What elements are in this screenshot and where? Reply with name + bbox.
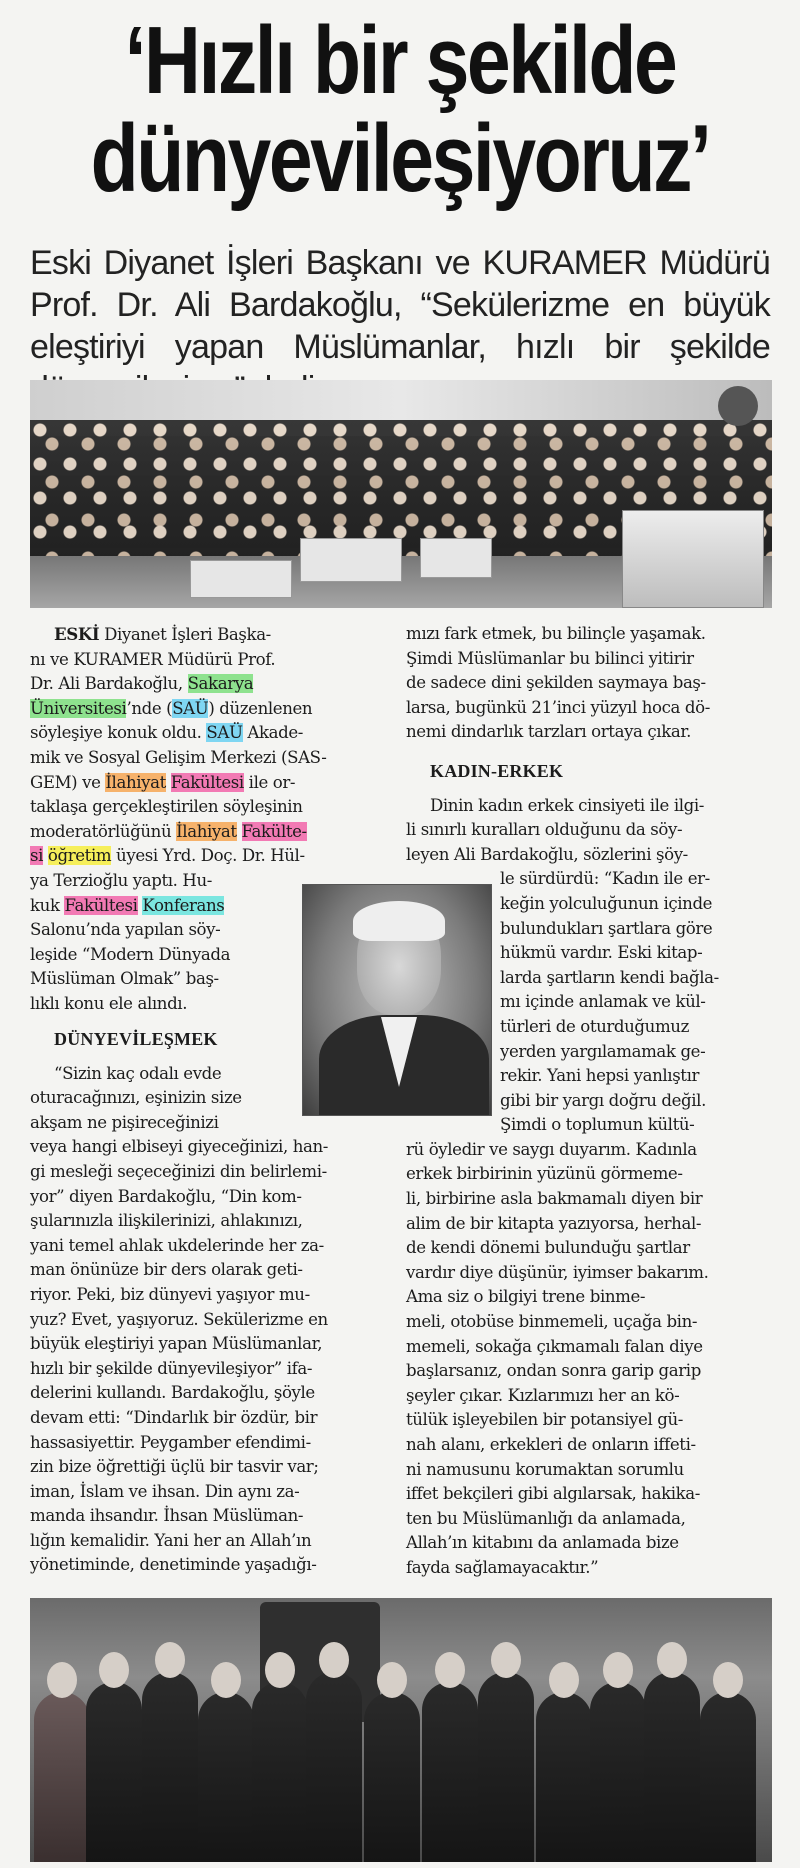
- stage-table: [300, 538, 402, 582]
- text-run: ’nde (: [126, 698, 173, 718]
- audience-photo: [30, 380, 772, 608]
- highlighted-term: Sakarya Üniversitesi: [30, 674, 254, 718]
- deck-summary: Eski Diyanet İşleri Başkanı ve KURAMER Müdürü Prof. Dr. Ali Bardakoğlu, “Sekülerizme en büyük eleştiriyi yapan Müslümanlar, hızlı bir şekilde: [30, 244, 770, 366]
- highlighted-term: İlahiyat: [176, 821, 237, 841]
- group-person: [34, 1692, 90, 1862]
- right-narrow-paragraph: le sürdürdü: “Kadın ile er- keğin yolculuğunun içinde bulundukları şartlara göre hükmü vardır. Eski kitap- larda şartların kendi bağla- mı içinde anlamak ve kül- türleri de oturduğumuz yerden yargılamamak ge- rekir. Yani hepsi yanlıştır gibi bir yargı doğru değil. Şimdi o toplumun kültü-: [500, 869, 719, 1135]
- group-person-face: [491, 1642, 521, 1678]
- subhead-dunyevilesmek: DÜNYEVİLEŞMEK: [54, 1029, 218, 1049]
- group-person: [478, 1672, 534, 1862]
- headline-line-1: ‘Hızlı bir şekilde: [124, 7, 676, 114]
- group-person-face: [603, 1652, 633, 1688]
- highlighted-term: ESKİ: [54, 624, 100, 644]
- group-person: [252, 1682, 308, 1862]
- group-person: [198, 1692, 254, 1862]
- group-person: [142, 1672, 198, 1862]
- text-run: [237, 822, 242, 841]
- right-mid-paragraph: Dinin kadın erkek cinsiyeti ile ilgi- li sınırlı kuralları olduğunu da söy- leyen Ali Bardakoğlu, sözlerini şöy-: [406, 795, 704, 864]
- group-person: [700, 1692, 756, 1862]
- group-person-face: [435, 1652, 465, 1688]
- right-top-paragraph: mızı fark etmek, bu bilinçle yaşamak. Şimdi Müslümanlar bu bilinci yitirir de sadece dini şekilden saymaya baş- larsa, bugünkü 21’inci yüzyıl hoca dö- nemi dindarlık tarzları ortaya çıkar.: [406, 624, 710, 742]
- text-run: Akade- mik ve Sosyal Gelişim Merkezi (SAS- GEM) ve: [30, 723, 327, 792]
- group-person-face: [155, 1642, 185, 1678]
- speaker-podium: [622, 510, 764, 608]
- group-person-face: [377, 1662, 407, 1698]
- highlighted-term: Fakülte- si: [30, 821, 307, 866]
- group-person-face: [211, 1662, 241, 1698]
- group-person: [644, 1672, 700, 1862]
- subhead-kadin-erkek: KADIN-ERKEK: [430, 760, 564, 781]
- group-person-face: [99, 1652, 129, 1688]
- group-person: [590, 1682, 646, 1862]
- portrait-hair: [353, 901, 445, 941]
- group-person-face: [549, 1662, 579, 1698]
- stage-table: [190, 560, 292, 598]
- speaker-portrait-photo: [302, 884, 492, 1116]
- group-person: [364, 1692, 420, 1862]
- university-logo-icon: [718, 386, 758, 426]
- highlighted-term: SAÜ: [172, 698, 209, 718]
- group-person-face: [265, 1652, 295, 1688]
- highlighted-term: öğretim: [47, 846, 112, 866]
- highlighted-term: Konferans: [142, 895, 225, 915]
- headline-line-2: dünyevileşiyoruz’: [90, 105, 710, 212]
- text-run: ) düzenlenen söyleşiye konuk oldu.: [30, 698, 313, 743]
- highlighted-term: İlahiyat: [105, 772, 166, 792]
- group-person: [536, 1692, 592, 1862]
- text-run: Salonu’nda yapılan söy- leşide “Modern Dünyada Müslüman Olmak” baş- lıklı konu ele alındı.: [30, 920, 231, 1013]
- group-person-face: [713, 1662, 743, 1698]
- text-run: ile or- taklaşa gerçekleştirilen söyleşinin moderatörlüğünü: [30, 772, 303, 841]
- highlighted-term: Fakültesi: [170, 772, 244, 792]
- body-narrow-paragraph: “Sizin kaç odalı evde oturacağınızı, eşinizin size akşam ne pişireceğinizi: [30, 1063, 242, 1132]
- highlighted-term: SAÜ: [206, 723, 243, 743]
- stage-table: [420, 538, 492, 578]
- group-person: [86, 1682, 142, 1862]
- text-run: üyesi Yrd. Doç. Dr. Hül- ya Terzioğlu yaptı. Hu- kuk: [30, 846, 305, 915]
- group-person-face: [319, 1642, 349, 1678]
- text-run: Diyanet İşleri Başka- nı ve KURAMER Müdürü Prof. Dr. Ali Bardakoğlu,: [30, 625, 276, 694]
- body-paragraph: veya hangi elbiseyi giyeceğinizi, han- gi mesleği seçeceğinizi din belirlemi- yor” diyen Bardakoğlu, “Din kom- şularınızla ilişkilerinizi, ahlakınızı, yani temel ahlak ukdelerinde her za- man önünüze bir ders olarak geti- riyor. Peki, biz dünyevi yaşıyor mu- yuz? Evet, yaşıyoruz. Sekülerizme en büyük eleştiriyi yapan Müslümanlar, hızlı bir şekilde dünyevileşiyor” ifa- delerini kullandı. Bardakoğlu, şöyle devam etti: “Dindarlık bir özdür, bir hassasiyettir. Peygamber efendimi- zin bize öğrettiği üçlü bir tasvir var; iman, İslam ve ihsan. Din aynı za- manda ihsandır. İhsan Müslüman- lığın kemalidir. Yani her an Allah’ın yönetiminde, denetiminde yaşadığı-: [30, 1137, 328, 1575]
- right-bottom-paragraph: rü öyledir ve saygı duyarım. Kadınla erkek birbirinin yüzünü görmeme- li, birbirine asla bakmamalı diyen bir alim de bir kitapta yazıyorsa, herhal- de kendi dönemi bulunduğu şartlar vardır diye düşünür, iyimser bakarım. Ama siz o bilgiyi trene binme- meli, otobüse binmemeli, uçağa bin- memeli, sokağa çıkmamalı falan diye başlarsanız, ondan sonra garip garip şeyler çıkar. Kızlarımızı her an kö- tülük işleyebilen bir potansiyel gü- nah alanı, erkekleri de onların iffeti- ni namusunu korumaktan sorumlu iffet bekçileri gibi algılarsak, hakika- ten bu Müslümanlığı da anlamada, Allah’ın kitabını da anlamada bize fayda sağlamayacaktır.”: [406, 1139, 709, 1577]
- group-person-face: [657, 1642, 687, 1678]
- group-person-face: [47, 1662, 77, 1698]
- group-photo: [30, 1598, 772, 1862]
- group-person: [422, 1682, 478, 1862]
- headline: [72, 7, 728, 212]
- group-person: [306, 1672, 362, 1862]
- highlighted-term: Fakültesi: [64, 895, 138, 915]
